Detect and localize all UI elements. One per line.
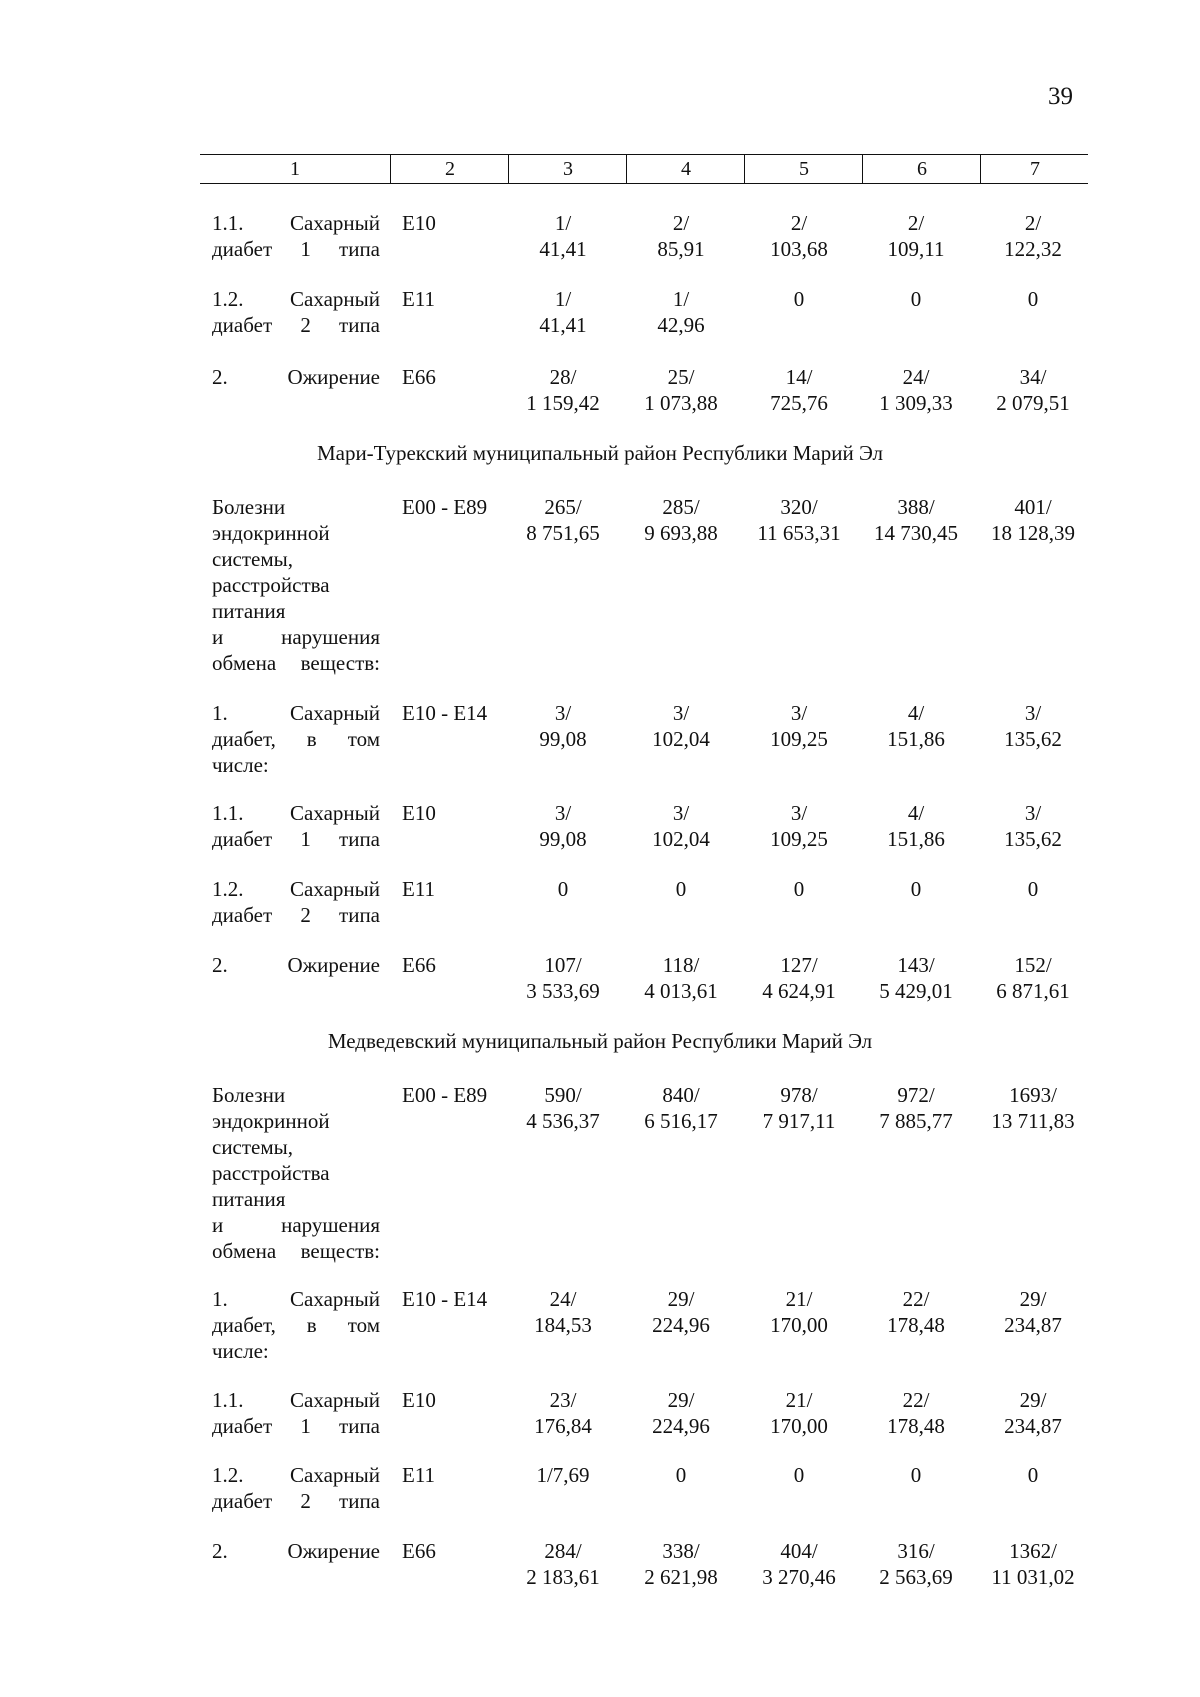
case-count: 316/ [897, 1539, 935, 1563]
rate-per-100k: 122,32 [1004, 237, 1062, 261]
indicator-name-line: расстройства [212, 573, 330, 597]
case-count: 22/ [902, 1388, 930, 1412]
icd-code: E11 [402, 287, 436, 311]
case-count: 1693/ [1009, 1083, 1057, 1107]
indicator-name-line: системы, [212, 1135, 294, 1159]
case-count: 840/ [662, 1083, 700, 1107]
icd-code: E00 - E89 [402, 495, 488, 519]
rate-per-100k: 135,62 [1004, 727, 1062, 751]
case-count: 590/ [544, 1083, 582, 1107]
case-count: 2/ [1024, 211, 1042, 235]
value-cell [744, 494, 854, 546]
rate-per-100k [626, 902, 736, 928]
value-cell [978, 1286, 1088, 1338]
value-cell [861, 1286, 971, 1338]
case-count: 0 [793, 1463, 805, 1487]
indicator-name-line: обмена веществ: [212, 1239, 380, 1263]
rate-per-100k: 7 917,11 [762, 1109, 836, 1133]
rate-per-100k [626, 1488, 736, 1514]
value-cell [744, 286, 854, 338]
value-cell [861, 1387, 971, 1439]
case-count: 2/ [672, 211, 690, 235]
indicator-name-line: 1.1. Сахарный [212, 801, 380, 825]
value-cell [744, 800, 854, 852]
indicator-name-line: 2. Ожирение [212, 953, 380, 977]
rate-per-100k: 234,87 [1004, 1414, 1062, 1438]
value-cell [744, 1538, 854, 1590]
header-cell: 2 [390, 155, 509, 183]
case-count: 3/ [1024, 701, 1042, 725]
rate-per-100k: 178,48 [887, 1313, 945, 1337]
case-count: 29/ [1019, 1388, 1047, 1412]
case-count: 0 [675, 1463, 687, 1487]
rate-per-100k: 1 309,33 [879, 391, 953, 415]
rate-per-100k [744, 902, 854, 928]
indicator-name-line: питания [212, 1187, 286, 1211]
case-count: 118/ [662, 953, 700, 977]
value-cell [978, 1387, 1088, 1439]
indicator-name-line: 1.2. Сахарный [212, 877, 380, 901]
indicator-name [212, 1538, 380, 1564]
rate-per-100k: 3 533,69 [526, 979, 600, 1003]
value-cell [626, 494, 736, 546]
rate-per-100k: 224,96 [652, 1414, 710, 1438]
rate-per-100k: 5 429,01 [879, 979, 953, 1003]
case-count: 29/ [667, 1388, 695, 1412]
indicator-name-line: 2. Ожирение [212, 1539, 380, 1563]
case-count: 0 [910, 877, 922, 901]
rate-per-100k: 7 885,77 [879, 1109, 953, 1133]
case-count: 4/ [907, 701, 925, 725]
indicator-name-line: диабет, в том [212, 1313, 380, 1337]
value-cell [744, 1286, 854, 1338]
case-count: 1362/ [1009, 1539, 1057, 1563]
case-count: 0 [1027, 287, 1039, 311]
rate-per-100k: 109,25 [770, 827, 828, 851]
value-cell [744, 700, 854, 752]
value-cell [978, 1082, 1088, 1134]
rate-per-100k: 11 653,31 [757, 521, 841, 545]
indicator-name [212, 952, 380, 978]
case-count: 0 [1027, 1463, 1039, 1487]
case-count: 388/ [897, 495, 935, 519]
indicator-name [212, 1462, 380, 1514]
case-count: 0 [793, 877, 805, 901]
indicator-name [212, 210, 380, 262]
value-cell [508, 1286, 618, 1338]
rate-per-100k: 9 693,88 [644, 521, 718, 545]
icd-code: E10 [402, 1388, 436, 1412]
case-count: 0 [910, 1463, 922, 1487]
case-count: 320/ [780, 495, 818, 519]
value-cell [744, 364, 854, 416]
rate-per-100k: 41,41 [539, 313, 587, 337]
indicator-name-line: системы, [212, 547, 294, 571]
value-cell [508, 286, 618, 338]
rate-per-100k: 1 159,42 [526, 391, 600, 415]
icd-code: E66 [402, 1539, 436, 1563]
case-count: 401/ [1014, 495, 1052, 519]
rate-per-100k: 3 270,46 [762, 1565, 836, 1589]
value-cell [861, 494, 971, 546]
case-count: 3/ [790, 701, 808, 725]
case-count: 3/ [554, 801, 572, 825]
rate-per-100k: 151,86 [887, 827, 945, 851]
rate-per-100k: 135,62 [1004, 827, 1062, 851]
case-count: 28/ [549, 365, 577, 389]
value-cell [861, 364, 971, 416]
case-count: 24/ [902, 365, 930, 389]
indicator-name-line: 2. Ожирение [212, 365, 380, 389]
rate-per-100k: 2 183,61 [526, 1565, 600, 1589]
case-count: 0 [910, 287, 922, 311]
rate-per-100k: 2 621,98 [644, 1565, 718, 1589]
case-count: 0 [675, 877, 687, 901]
value-cell [861, 952, 971, 1004]
rate-per-100k: 11 031,02 [991, 1565, 1075, 1589]
indicator-name-line: 1. Сахарный [212, 701, 380, 725]
rate-per-100k: 102,04 [652, 727, 710, 751]
value-cell [626, 1286, 736, 1338]
indicator-name [212, 364, 380, 390]
indicator-name-line: диабет 1 типа [212, 827, 380, 851]
value-cell [978, 876, 1088, 928]
value-cell [508, 1538, 618, 1590]
icd-code: E66 [402, 365, 436, 389]
case-count: 21/ [785, 1287, 813, 1311]
header-cell: 7 [980, 155, 1089, 183]
section-title: Мари-Турекский муниципальный район Республики Марий Эл [316, 441, 884, 465]
value-cell [626, 952, 736, 1004]
value-cell [978, 364, 1088, 416]
value-cell [508, 800, 618, 852]
case-count: 127/ [780, 953, 818, 977]
indicator-name [212, 800, 380, 852]
case-count: 1/7,69 [536, 1463, 590, 1487]
section-title: Медведевский муниципальный район Республики Марий Эл [327, 1029, 873, 1053]
rate-per-100k: 1 073,88 [644, 391, 718, 415]
indicator-name [212, 494, 380, 676]
value-cell [978, 286, 1088, 338]
case-count: 29/ [1019, 1287, 1047, 1311]
case-count: 0 [557, 877, 569, 901]
case-count: 4/ [907, 801, 925, 825]
value-cell [744, 876, 854, 928]
rate-per-100k: 42,96 [657, 313, 705, 337]
case-count: 1/ [554, 287, 572, 311]
rate-per-100k: 725,76 [770, 391, 828, 415]
case-count: 24/ [549, 1287, 577, 1311]
rate-per-100k: 4 624,91 [762, 979, 836, 1003]
value-cell [626, 210, 736, 262]
indicator-name-line: диабет 1 типа [212, 237, 380, 261]
rate-per-100k: 109,11 [887, 237, 945, 261]
indicator-name-line: 1.1. Сахарный [212, 211, 380, 235]
rate-per-100k: 103,68 [770, 237, 828, 261]
value-cell [861, 800, 971, 852]
case-count: 3/ [790, 801, 808, 825]
value-cell [978, 494, 1088, 546]
case-count: 2/ [790, 211, 808, 235]
rate-per-100k: 4 013,61 [644, 979, 718, 1003]
value-cell [508, 952, 618, 1004]
rate-per-100k [861, 902, 971, 928]
indicator-name [212, 1082, 380, 1264]
header-cell: 3 [508, 155, 627, 183]
value-cell [744, 1082, 854, 1134]
case-count: 265/ [544, 495, 582, 519]
value-cell [508, 700, 618, 752]
indicator-name [212, 286, 380, 338]
value-cell [626, 1387, 736, 1439]
rate-per-100k: 151,86 [887, 727, 945, 751]
value-cell [626, 876, 736, 928]
value-cell [744, 1387, 854, 1439]
rate-per-100k: 184,53 [534, 1313, 592, 1337]
rate-per-100k: 102,04 [652, 827, 710, 851]
value-cell [626, 1082, 736, 1134]
value-cell [861, 1082, 971, 1134]
case-count: 152/ [1014, 953, 1052, 977]
table-header [200, 154, 1088, 184]
rate-per-100k: 18 128,39 [991, 521, 1075, 545]
rate-per-100k: 99,08 [539, 827, 587, 851]
case-count: 23/ [549, 1388, 577, 1412]
indicator-name-line: диабет 2 типа [212, 313, 380, 337]
rate-per-100k [508, 1488, 618, 1514]
indicator-name-line: диабет 2 типа [212, 903, 380, 927]
rate-per-100k: 2 563,69 [879, 1565, 953, 1589]
rate-per-100k: 176,84 [534, 1414, 592, 1438]
value-cell [861, 876, 971, 928]
indicator-name-line: диабет 1 типа [212, 1414, 380, 1438]
icd-code: E10 [402, 801, 436, 825]
rate-per-100k: 99,08 [539, 727, 587, 751]
case-count: 22/ [902, 1287, 930, 1311]
value-cell [508, 1082, 618, 1134]
rate-per-100k: 2 079,51 [996, 391, 1070, 415]
value-cell [508, 210, 618, 262]
value-cell [861, 286, 971, 338]
case-count: 25/ [667, 365, 695, 389]
rate-per-100k: 109,25 [770, 727, 828, 751]
indicator-name [212, 700, 380, 778]
rate-per-100k: 8 751,65 [526, 521, 600, 545]
case-count: 21/ [785, 1388, 813, 1412]
case-count: 3/ [554, 701, 572, 725]
rate-per-100k [744, 312, 854, 338]
value-cell [626, 800, 736, 852]
icd-code: E10 - E14 [402, 1287, 488, 1311]
rate-per-100k [978, 902, 1088, 928]
rate-per-100k: 224,96 [652, 1313, 710, 1337]
indicator-name-line: диабет 2 типа [212, 1489, 380, 1513]
value-cell [861, 1538, 971, 1590]
case-count: 3/ [672, 701, 690, 725]
case-count: 284/ [544, 1539, 582, 1563]
icd-code: E10 - E14 [402, 701, 488, 725]
rate-per-100k: 4 536,37 [526, 1109, 600, 1133]
icd-code: E66 [402, 953, 436, 977]
value-cell [508, 364, 618, 416]
indicator-name-line: Болезни [212, 1083, 286, 1107]
value-cell [626, 1462, 736, 1514]
value-cell [978, 210, 1088, 262]
value-cell [978, 1538, 1088, 1590]
rate-per-100k: 178,48 [887, 1414, 945, 1438]
value-cell [978, 1462, 1088, 1514]
icd-code: E00 - E89 [402, 1083, 488, 1107]
icd-code: E10 [402, 211, 436, 235]
case-count: 0 [793, 287, 805, 311]
indicator-name-line: числе: [212, 753, 269, 777]
value-cell [508, 1462, 618, 1514]
rate-per-100k [978, 1488, 1088, 1514]
header-cell: 6 [862, 155, 981, 183]
value-cell [626, 700, 736, 752]
header-cell: 4 [626, 155, 745, 183]
case-count: 143/ [897, 953, 935, 977]
value-cell [626, 364, 736, 416]
indicator-name-line: числе: [212, 1339, 269, 1363]
rate-per-100k: 85,91 [657, 237, 705, 261]
case-count: 978/ [780, 1083, 818, 1107]
rate-per-100k: 41,41 [539, 237, 587, 261]
case-count: 404/ [780, 1539, 818, 1563]
icd-code: E11 [402, 877, 436, 901]
rate-per-100k: 234,87 [1004, 1313, 1062, 1337]
value-cell [508, 1387, 618, 1439]
rate-per-100k: 6 516,17 [644, 1109, 718, 1133]
indicator-name-line: эндокринной [212, 521, 330, 545]
case-count: 285/ [662, 495, 700, 519]
rate-per-100k: 6 871,61 [996, 979, 1070, 1003]
rate-per-100k: 14 730,45 [874, 521, 958, 545]
indicator-name [212, 876, 380, 928]
indicator-name-line: 1.2. Сахарный [212, 1463, 380, 1487]
rate-per-100k [978, 312, 1088, 338]
indicator-name-line: расстройства [212, 1161, 330, 1185]
value-cell [508, 494, 618, 546]
case-count: 972/ [897, 1083, 935, 1107]
indicator-name-line: 1.1. Сахарный [212, 1388, 380, 1412]
value-cell [978, 800, 1088, 852]
case-count: 0 [1027, 877, 1039, 901]
value-cell [861, 1462, 971, 1514]
case-count: 1/ [672, 287, 690, 311]
indicator-name-line: Болезни [212, 495, 286, 519]
value-cell [861, 210, 971, 262]
header-cell: 5 [744, 155, 863, 183]
case-count: 3/ [1024, 801, 1042, 825]
indicator-name-line: и нарушения [212, 625, 380, 649]
rate-per-100k: 170,00 [770, 1414, 828, 1438]
rate-per-100k: 13 711,83 [991, 1109, 1075, 1133]
value-cell [744, 952, 854, 1004]
indicator-name-line: 1.2. Сахарный [212, 287, 380, 311]
value-cell [508, 876, 618, 928]
value-cell [978, 952, 1088, 1004]
value-cell [744, 1462, 854, 1514]
indicator-name-line: эндокринной [212, 1109, 330, 1133]
indicator-name [212, 1286, 380, 1364]
case-count: 14/ [785, 365, 813, 389]
value-cell [978, 700, 1088, 752]
value-cell [626, 286, 736, 338]
page-number: 39 [1048, 83, 1073, 110]
indicator-name-line: обмена веществ: [212, 651, 380, 675]
indicator-name-line: 1. Сахарный [212, 1287, 380, 1311]
rate-per-100k [508, 902, 618, 928]
icd-code: E11 [402, 1463, 436, 1487]
case-count: 1/ [554, 211, 572, 235]
case-count: 3/ [672, 801, 690, 825]
indicator-name-line: питания [212, 599, 286, 623]
case-count: 2/ [907, 211, 925, 235]
rate-per-100k [861, 1488, 971, 1514]
rate-per-100k [744, 1488, 854, 1514]
indicator-name-line: диабет, в том [212, 727, 380, 751]
value-cell [626, 1538, 736, 1590]
case-count: 29/ [667, 1287, 695, 1311]
rate-per-100k [861, 312, 971, 338]
rate-per-100k: 170,00 [770, 1313, 828, 1337]
indicator-name-line: и нарушения [212, 1213, 380, 1237]
value-cell [861, 700, 971, 752]
case-count: 338/ [662, 1539, 700, 1563]
header-cell: 1 [290, 158, 300, 180]
case-count: 107/ [544, 953, 582, 977]
indicator-name [212, 1387, 380, 1439]
case-count: 34/ [1019, 365, 1047, 389]
value-cell [744, 210, 854, 262]
